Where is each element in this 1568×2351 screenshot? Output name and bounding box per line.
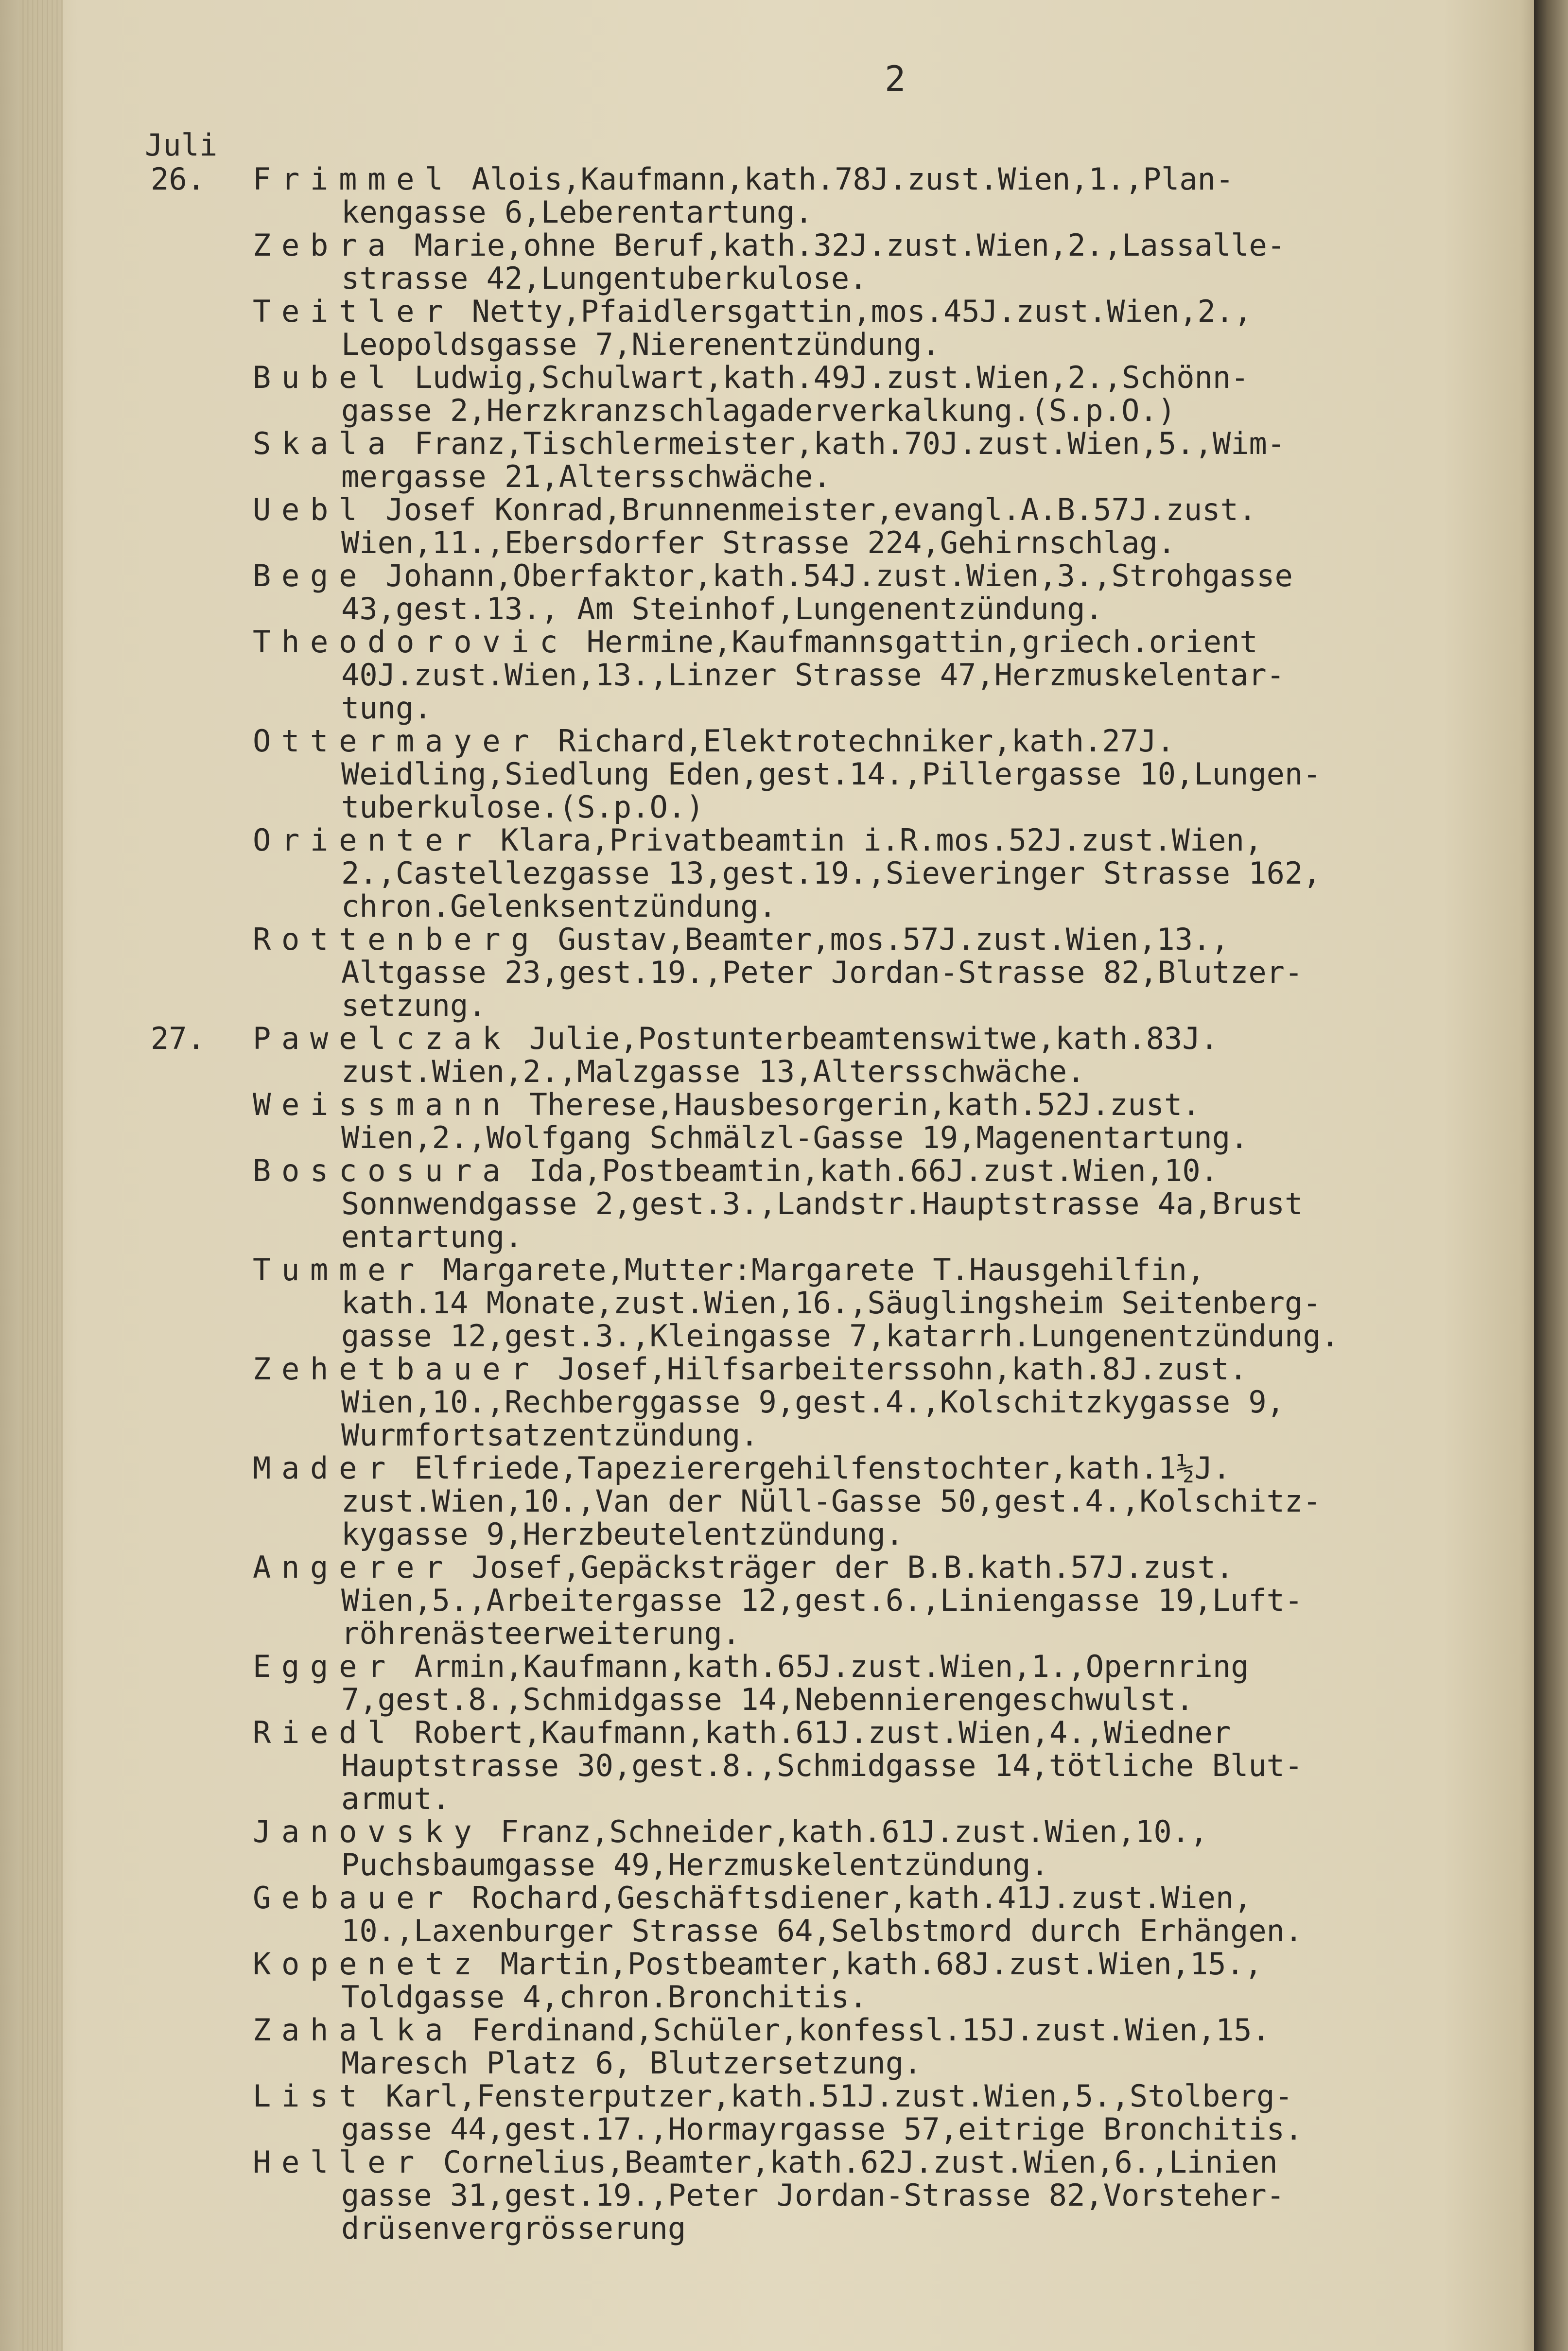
entry-first-line (151, 1881, 1512, 1915)
entry-details: Elfriede,Tapezierergehilfenstochter,kath.1½J. (396, 1450, 1231, 1486)
entry-first-line (151, 2146, 1512, 2179)
entry-first-line (151, 493, 1512, 526)
entry-continuation-line: gasse 44,gest.17.,Hormayrgasse 57,eitrige Bronchitis. (341, 2111, 1303, 2147)
register-entry (151, 1948, 1512, 2014)
entry-continuation-line: strasse 42,Lungentuberkulose. (341, 261, 868, 296)
entry-details: Netty,Pfaidlersgattin,mos.45J.zust.Wien,2., (453, 294, 1252, 329)
entry-surname: Weissmann (253, 1087, 511, 1122)
entry-continuation-line: setzung. (341, 988, 487, 1023)
entry-first-line (151, 1088, 1512, 1121)
entry-continuation-line: 7,gest.8.,Schmidgasse 14,Nebennierengeschwulst. (341, 1682, 1194, 1717)
entry-details: Robert,Kaufmann,kath.61J.zust.Wien,4.,Wiedner (396, 1715, 1231, 1750)
entry-first-line (151, 1022, 1512, 1055)
entry-details: Karl,Fensterputzer,kath.51J.zust.Wien,5.,Stolberg- (367, 2078, 1293, 2114)
entry-surname: Ottermayer (253, 723, 540, 759)
register-entry (151, 1716, 1512, 1815)
entry-details: Josef,Gepäcksträger der B.B.kath.57J.zust. (453, 1550, 1234, 1585)
entry-text (151, 1252, 1205, 1288)
entry-details: Richard,Elektrotechniker,kath.27J. (540, 723, 1175, 759)
entry-continuation-line: kygasse 9,Herzbeutelentzündung. (341, 1516, 904, 1552)
entry-first-line (151, 1154, 1512, 1187)
entry-first-line (151, 1815, 1512, 1848)
entry-details: Armin,Kaufmann,kath.65J.zust.Wien,1.,Opernring (396, 1649, 1249, 1684)
entry-text (151, 1450, 1231, 1486)
entry-text (151, 1715, 1231, 1750)
entry-text (151, 822, 1262, 858)
entry-continuation-line: zust.Wien,2.,Malzgasse 13,Altersschwäche. (341, 1054, 1085, 1089)
entry-text (151, 360, 1249, 395)
entry-details: Ida,Postbeamtin,kath.66J.zust.Wien,10. (511, 1153, 1219, 1188)
entry-text (151, 2012, 1270, 2048)
entry-text (151, 227, 1285, 263)
register-entry (151, 493, 1512, 559)
entry-continuation-line: Altgasse 23,gest.19.,Peter Jordan-Strasse 82,Blutzer- (341, 955, 1303, 990)
entry-first-line (151, 725, 1512, 758)
entry-text (151, 294, 1252, 329)
entry-text (151, 1880, 1252, 1916)
entry-first-line (151, 1551, 1512, 1584)
entry-first-line (151, 2014, 1512, 2047)
entry-first-line (151, 361, 1512, 394)
entry-details: Ludwig,Schulwart,kath.49J.zust.Wien,2.,Schönn- (396, 360, 1249, 395)
entry-details: Johann,Oberfaktor,kath.54J.zust.Wien,3.,Strohgasse (367, 558, 1293, 593)
register-entry (151, 1254, 1512, 1353)
register-entry (151, 559, 1512, 626)
entry-text (151, 1021, 1219, 1056)
register-entry (151, 824, 1512, 923)
page-edges (19, 0, 63, 2351)
entry-surname: Zebra (253, 227, 397, 263)
entry-continuation-line: 43,gest.13., Am Steinhof,Lungenentzündung. (341, 591, 1103, 627)
entry-continuation-line: Weidling,Siedlung Eden,gest.14.,Pillergasse 10,Lungen- (341, 756, 1321, 792)
entry-text (151, 558, 1293, 593)
entry-continuation-line: drüsenvergrösserung (341, 2211, 686, 2246)
entry-details: Gustav,Beamter,mos.57J.zust.Wien,13., (540, 922, 1229, 957)
entry-surname: Bubel (253, 360, 397, 395)
entry-continuation-line: Wien,2.,Wolfgang Schmälzl-Gasse 19,Magenentartung. (341, 1120, 1249, 1155)
entry-continuation-line: chron.Gelenksentzündung. (341, 888, 777, 924)
register-entry (151, 1815, 1512, 1881)
register-entry (151, 295, 1512, 361)
entry-text (151, 723, 1175, 759)
entry-continuation-line: kengasse 6,Leberentartung. (341, 194, 813, 230)
entry-surname: Frimmel (253, 161, 454, 197)
register-entry (151, 427, 1512, 493)
entry-text (151, 2078, 1293, 2114)
entry-details: Margarete,Mutter:Margarete T.Hausgehilfin, (425, 1252, 1205, 1288)
entry-text (151, 1946, 1262, 1982)
entry-text (151, 1351, 1247, 1387)
register-entry (151, 2146, 1512, 2245)
register-entry (151, 1650, 1512, 1716)
entry-details: Marie,ohne Beruf,kath.32J.zust.Wien,2.,Lassalle- (396, 227, 1286, 263)
entry-first-line (151, 1254, 1512, 1287)
entry-surname: Kopenetz (253, 1946, 483, 1982)
entry-continuation-line: tuberkulose.(S.p.O.) (341, 789, 704, 825)
register-entry (151, 1022, 1512, 1088)
entry-surname: Theodorovic (253, 624, 569, 660)
entry-continuation-line: Wien,5.,Arbeitergasse 12,gest.6.,Liniengasse 19,Luft- (341, 1583, 1303, 1618)
entry-continuation-line: entartung. (341, 1219, 523, 1254)
entry-text (151, 1550, 1234, 1585)
register-entry (151, 1088, 1512, 1154)
entry-continuation-line: Maresch Platz 6, Blutzersetzung. (341, 2045, 922, 2081)
entry-details: Hermine,Kaufmannsgattin,griech.orient (568, 624, 1258, 660)
entry-surname: Angerer (253, 1550, 454, 1585)
entry-continuation-line: Toldgasse 4,chron.Bronchitis. (341, 1979, 868, 2015)
entry-first-line (151, 1948, 1512, 1981)
entry-continuation-line: gasse 31,gest.19.,Peter Jordan-Strasse 82,Vorsteher- (341, 2177, 1285, 2213)
register-entry (151, 626, 1512, 725)
entry-first-line (151, 1353, 1512, 1386)
entry-surname: Tummer (253, 1252, 425, 1288)
entry-continuation-line: röhrenästeerweiterung. (341, 1616, 741, 1651)
entry-text (151, 1153, 1219, 1188)
entry-first-line (151, 559, 1512, 592)
entry-continuation-line: Wien,10.,Rechberggasse 9,gest.4.,Kolschitzkygasse 9, (341, 1384, 1285, 1420)
entry-surname: Rottenberg (253, 922, 540, 957)
entry-text (151, 922, 1229, 957)
entry-details: Josef Konrad,Brunnenmeister,evangl.A.B.57J.zust. (367, 492, 1257, 527)
entry-details: Alois,Kaufmann,kath.78J.zust.Wien,1.,Plan- (453, 161, 1234, 197)
entry-details: Cornelius,Beamter,kath.62J.zust.Wien,6.,Linien (425, 2144, 1278, 2180)
entry-details: Ferdinand,Schüler,konfessl.15J.zust.Wien,15. (453, 2012, 1270, 2048)
entry-surname: Heller (253, 2144, 425, 2180)
register-entry (151, 163, 1512, 229)
entry-surname: Orienter (253, 822, 483, 858)
entry-continuation-line: Leopoldsgasse 7,Nierenentzündung. (341, 327, 940, 362)
entry-surname: Riedl (253, 1715, 397, 1750)
entry-continuation-line: Puchsbaumgasse 49,Herzmuskelentzündung. (341, 1847, 1049, 1882)
entry-first-line (151, 923, 1512, 956)
entry-details: Rochard,Geschäftsdiener,kath.41J.zust.Wien, (453, 1880, 1252, 1916)
entry-first-line (151, 626, 1512, 659)
register-entry (151, 2014, 1512, 2080)
entry-surname: Boscosura (253, 1153, 511, 1188)
entry-continuation-line: zust.Wien,10.,Van der Nüll-Gasse 50,gest.4.,Kolschitz- (341, 1483, 1321, 1519)
entry-continuation-line: gasse 2,Herzkranzschlagaderverkalkung.(S.p.O.) (341, 393, 1176, 428)
entry-first-line (151, 295, 1512, 328)
entry-first-line (151, 427, 1512, 460)
register-entry (151, 725, 1512, 824)
register-entry (151, 1551, 1512, 1650)
entry-continuation-line: 2.,Castellezgasse 13,gest.19.,Sieveringer Strasse 162, (341, 855, 1321, 891)
entry-surname: Bege (253, 558, 368, 593)
entry-details: Franz,Tischlermeister,kath.70J.zust.Wien,5.,Wim- (396, 426, 1286, 461)
register-entry (151, 229, 1512, 295)
entry-surname: Skala (253, 426, 397, 461)
entry-text (151, 2144, 1278, 2180)
register-entry (151, 361, 1512, 427)
register-entry (151, 923, 1512, 1022)
entry-details: Josef,Hilfsarbeiterssohn,kath.8J.zust. (540, 1351, 1248, 1387)
entry-first-line (151, 1650, 1512, 1683)
binding-edge (1534, 0, 1568, 2351)
entry-first-line (151, 163, 1512, 196)
entry-first-line (151, 1716, 1512, 1749)
register-entry (151, 1452, 1512, 1551)
entry-details: Martin,Postbeamter,kath.68J.zust.Wien,15., (482, 1946, 1263, 1982)
entry-surname: Zahalka (253, 2012, 454, 2048)
entry-continuation-line: mergasse 21,Altersschwäche. (341, 459, 831, 494)
entry-continuation-line: gasse 12,gest.3.,Kleingasse 7,katarrh.Lungenentzündung. (341, 1318, 1339, 1354)
entry-details: Julie,Postunterbeamtenswitwe,kath.83J. (511, 1021, 1219, 1056)
entry-first-line (151, 2080, 1512, 2113)
entry-continuation-line: 40J.zust.Wien,13.,Linzer Strasse 47,Herzmuskelentar- (341, 657, 1285, 693)
entry-continuation-line: Sonnwendgasse 2,gest.3.,Landstr.Hauptstrasse 4a,Brust (341, 1186, 1303, 1221)
entry-details: Therese,Hausbesorgerin,kath.52J.zust. (511, 1087, 1201, 1122)
entry-text (151, 624, 1258, 660)
entry-surname: Janovsky (253, 1814, 483, 1849)
entry-details: Klara,Privatbeamtin i.R.mos.52J.zust.Wien, (482, 822, 1263, 858)
entry-surname: Pawelczak (253, 1021, 511, 1056)
entry-first-line (151, 824, 1512, 857)
register-entry (151, 1154, 1512, 1254)
entry-surname: List (253, 2078, 368, 2114)
entry-text (151, 492, 1256, 527)
entry-text (151, 426, 1285, 461)
entry-continuation-line: Hauptstrasse 30,gest.8.,Schmidgasse 14,tötliche Blut- (341, 1748, 1303, 1783)
entry-continuation-line: Wurmfortsatzentzündung. (341, 1417, 759, 1453)
month-heading: Juli (145, 127, 218, 163)
entry-surname: Gebauer (253, 1880, 454, 1916)
entry-surname: Uebl (253, 492, 368, 527)
entry-text (151, 1814, 1208, 1849)
entry-text (151, 161, 1234, 197)
register-entries (151, 163, 1512, 2245)
entry-day: 26. (151, 161, 205, 197)
register-entry (151, 2080, 1512, 2146)
entry-text (151, 1087, 1201, 1122)
entry-details: Franz,Schneider,kath.61J.zust.Wien,10., (482, 1814, 1208, 1849)
entry-first-line (151, 229, 1512, 262)
register-entry (151, 1881, 1512, 1948)
entry-surname: Teitler (253, 294, 454, 329)
entry-continuation-line: tung. (341, 690, 432, 726)
entry-surname: Egger (253, 1649, 397, 1684)
entry-surname: Zehetbauer (253, 1351, 540, 1387)
register-entry (151, 1353, 1512, 1452)
entry-first-line (151, 1452, 1512, 1485)
entry-continuation-line: 10.,Laxenburger Strasse 64,Selbstmord durch Erhängen. (341, 1913, 1303, 1949)
entry-continuation-line: kath.14 Monate,zust.Wien,16.,Säuglingsheim Seitenberg- (341, 1285, 1321, 1321)
entry-text (151, 1649, 1249, 1684)
entry-continuation-line: armut. (341, 1781, 450, 1816)
entry-surname: Mader (253, 1450, 397, 1486)
entry-continuation-line: Wien,11.,Ebersdorfer Strasse 224,Gehirnschlag. (341, 525, 1176, 560)
entry-day: 27. (151, 1021, 205, 1056)
page-number: 2 (885, 58, 906, 99)
